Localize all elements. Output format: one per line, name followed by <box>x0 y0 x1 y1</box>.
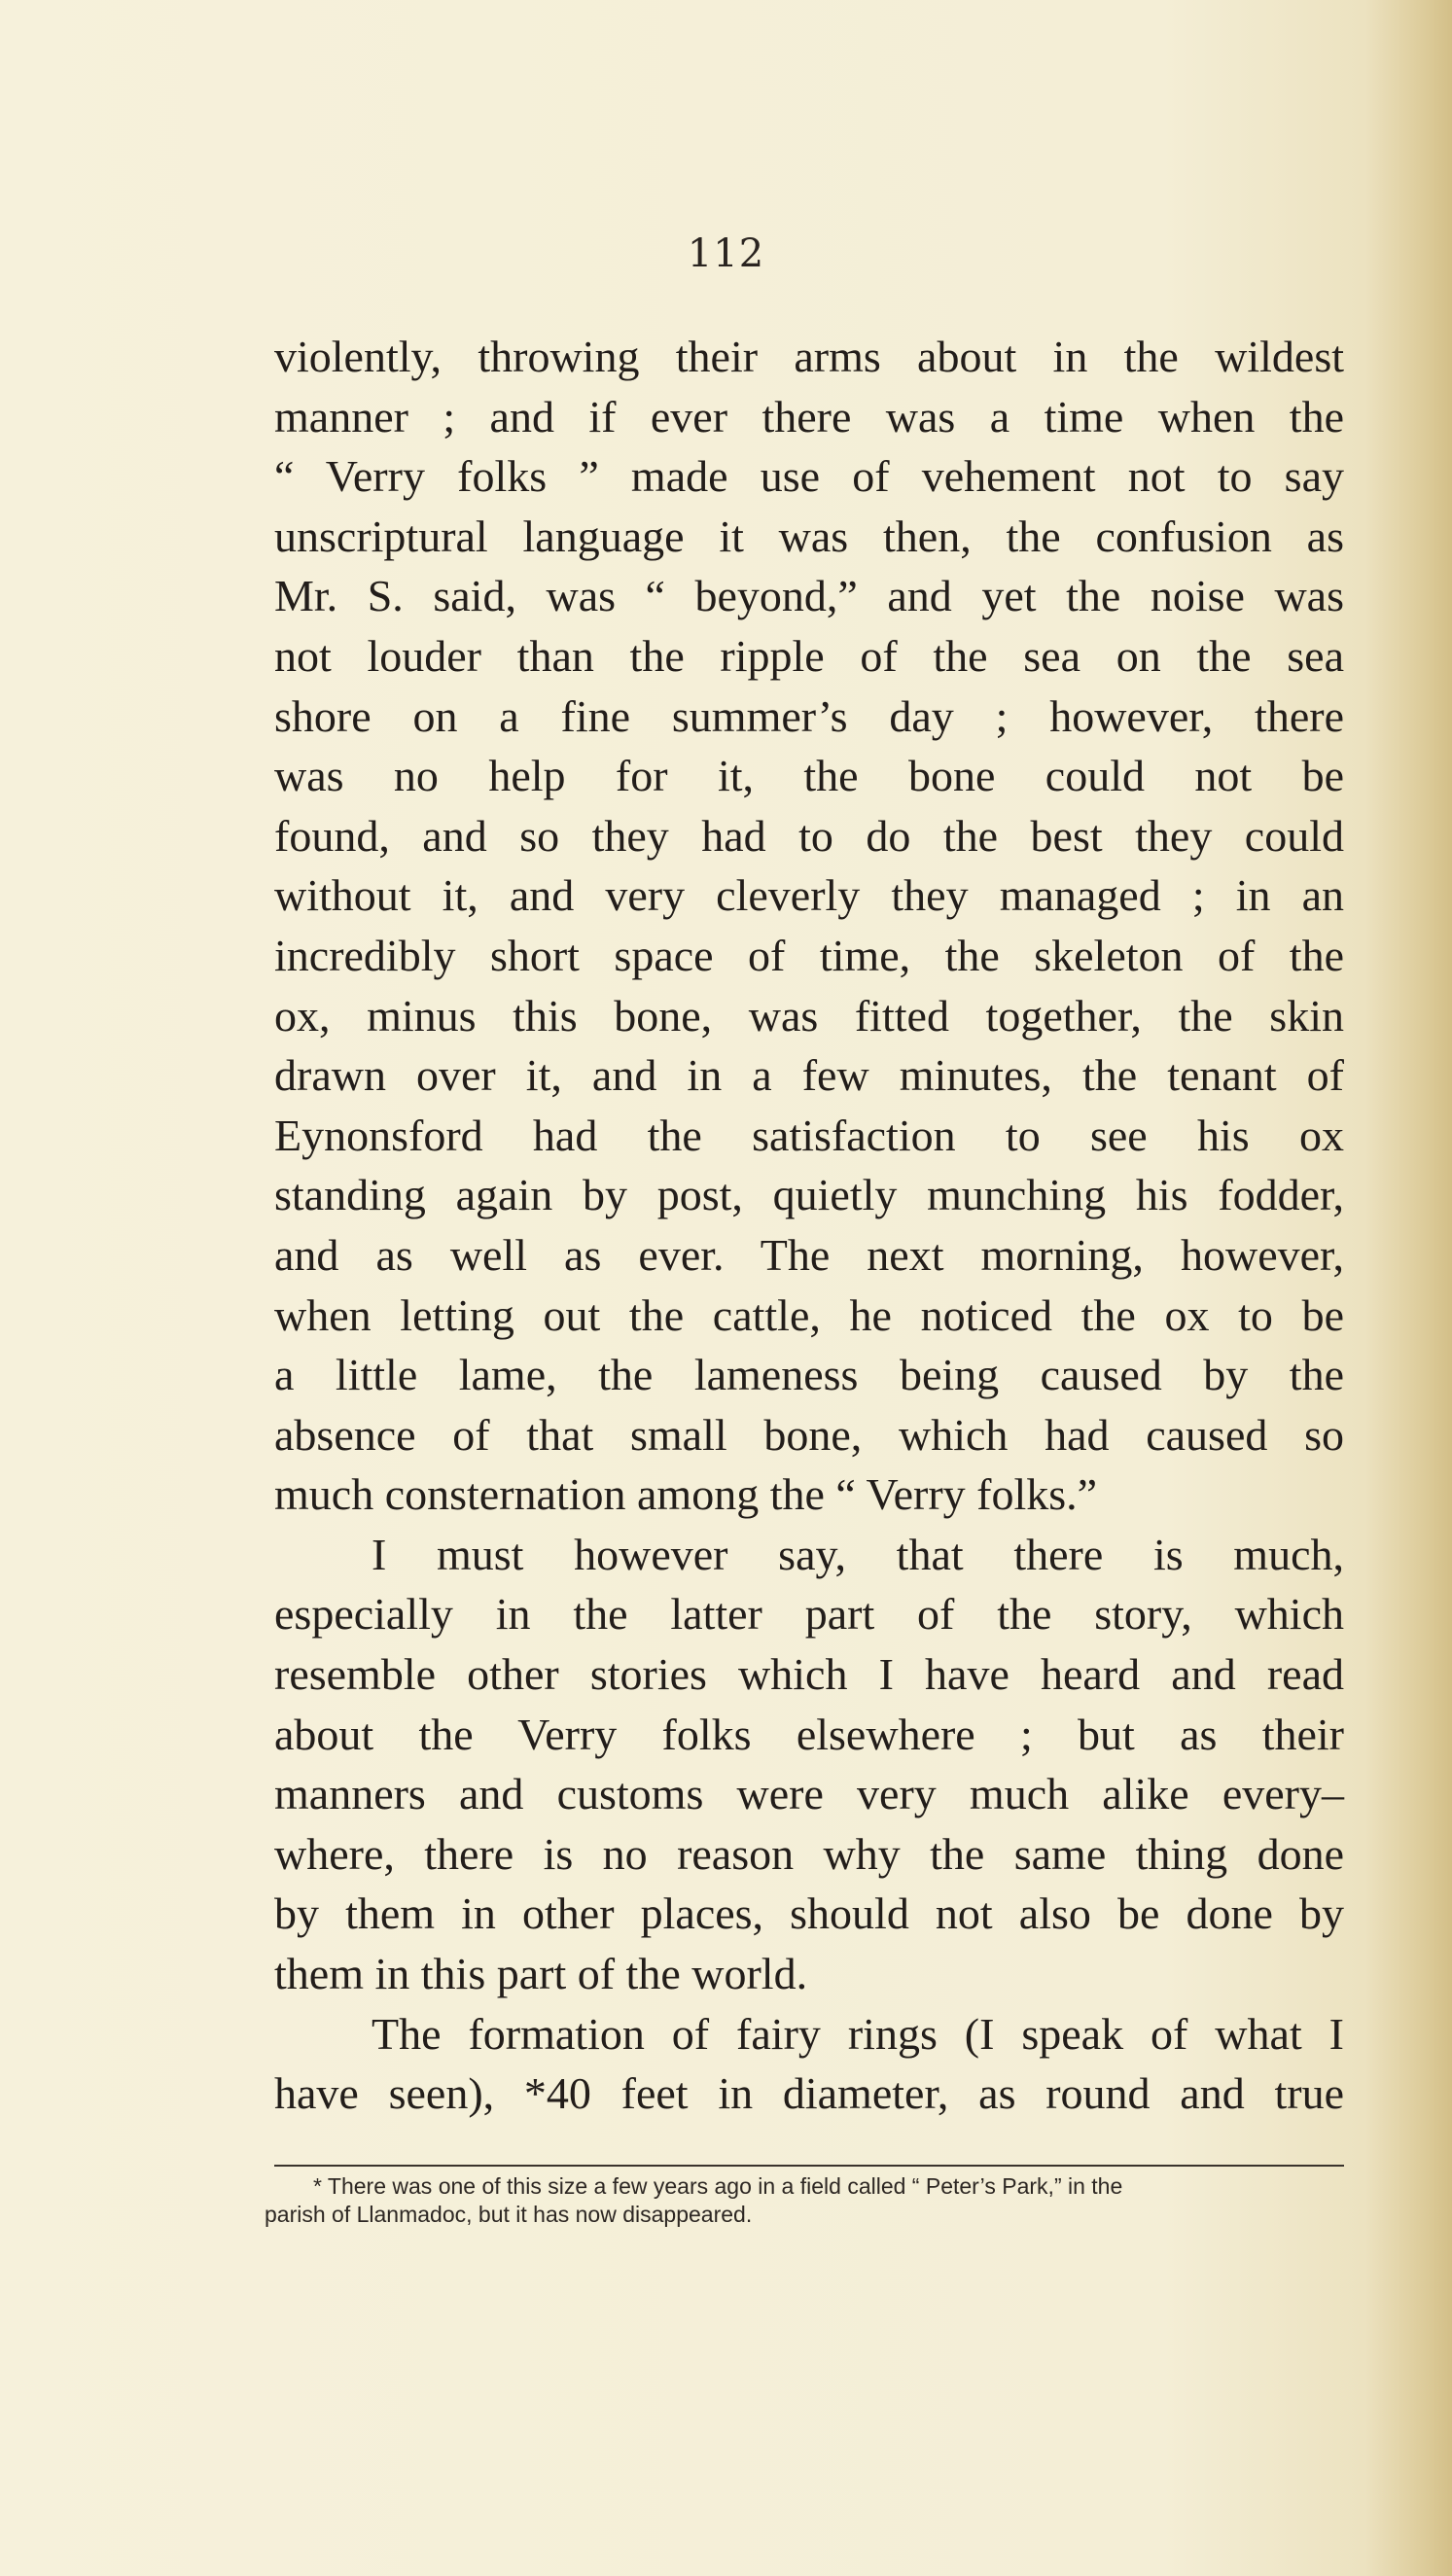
text-line: about the Verry folks elsewhere ; but as their <box>274 1709 1344 1759</box>
page-number: 112 <box>687 231 765 276</box>
text-line: “ Verry folks ” made use of vehement not to say <box>274 451 1344 502</box>
text-line: by them in other places, should not also be done by <box>274 1888 1344 1939</box>
text-line: was no help for it, the bone could not be <box>274 751 1344 801</box>
text-line: and as well as ever. The next morning, however, <box>274 1229 1344 1280</box>
text-line: drawn over it, and in a few minutes, the tenant of <box>274 1050 1344 1101</box>
text-line: standing again by post, quietly munching his fodder, <box>274 1170 1344 1220</box>
text-line: especially in the latter part of the story, which <box>274 1589 1344 1640</box>
text-line: manner ; and if ever there was a time when the <box>274 391 1344 441</box>
text-line: I must however say, that there is much, <box>372 1529 1344 1579</box>
text-line: when letting out the cattle, he noticed the ox to be <box>274 1289 1344 1340</box>
text-line: The formation of fairy rings (I speak of what I <box>372 2008 1344 2059</box>
text-line: them in this part of the world. <box>274 1949 808 1999</box>
text-line: resemble other stories which I have heard and read <box>274 1649 1344 1700</box>
text-line: not louder than the ripple of the sea on the sea <box>274 630 1344 681</box>
footnote-divider <box>274 2165 1344 2167</box>
text-line: Eynonsford had the satisfaction to see his ox <box>274 1110 1344 1160</box>
text-line: much consternation among the “ Verry folks.” <box>274 1469 1098 1520</box>
text-line: shore on a fine summer’s day ; however, there <box>274 690 1344 741</box>
text-line: unscriptural language it was then, the confusion as <box>274 511 1344 561</box>
text-line: ox, minus this bone, was fitted together, the skin <box>274 990 1344 1041</box>
text-line: absence of that small bone, which had caused so <box>274 1409 1344 1460</box>
text-line: Mr. S. said, was “ beyond,” and yet the noise was <box>274 571 1344 621</box>
text-line: incredibly short space of time, the skeleton of the <box>274 930 1344 980</box>
footnote <box>265 2172 1346 2229</box>
text-line: where, there is no reason why the same thing done <box>274 1828 1344 1879</box>
text-line: a little lame, the lameness being caused by the <box>274 1350 1344 1400</box>
text-line: violently, throwing their arms about in the wildest <box>274 332 1344 381</box>
footnote-line: parish of Llanmadoc, but it has now disappeared. <box>265 2202 753 2227</box>
footnote-line: * There was one of this size a few years ago in a field called “ Peter’s Park,” in the <box>313 2173 1123 2199</box>
text-line: manners and customs were very much alike every– <box>274 1769 1344 1819</box>
body-text <box>274 327 1344 2124</box>
text-line: without it, and very cleverly they managed ; in an <box>274 870 1344 921</box>
text-line: have seen), *40 feet in diameter, as round and true <box>274 2068 1344 2119</box>
text-line: found, and so they had to do the best they could <box>274 810 1344 861</box>
